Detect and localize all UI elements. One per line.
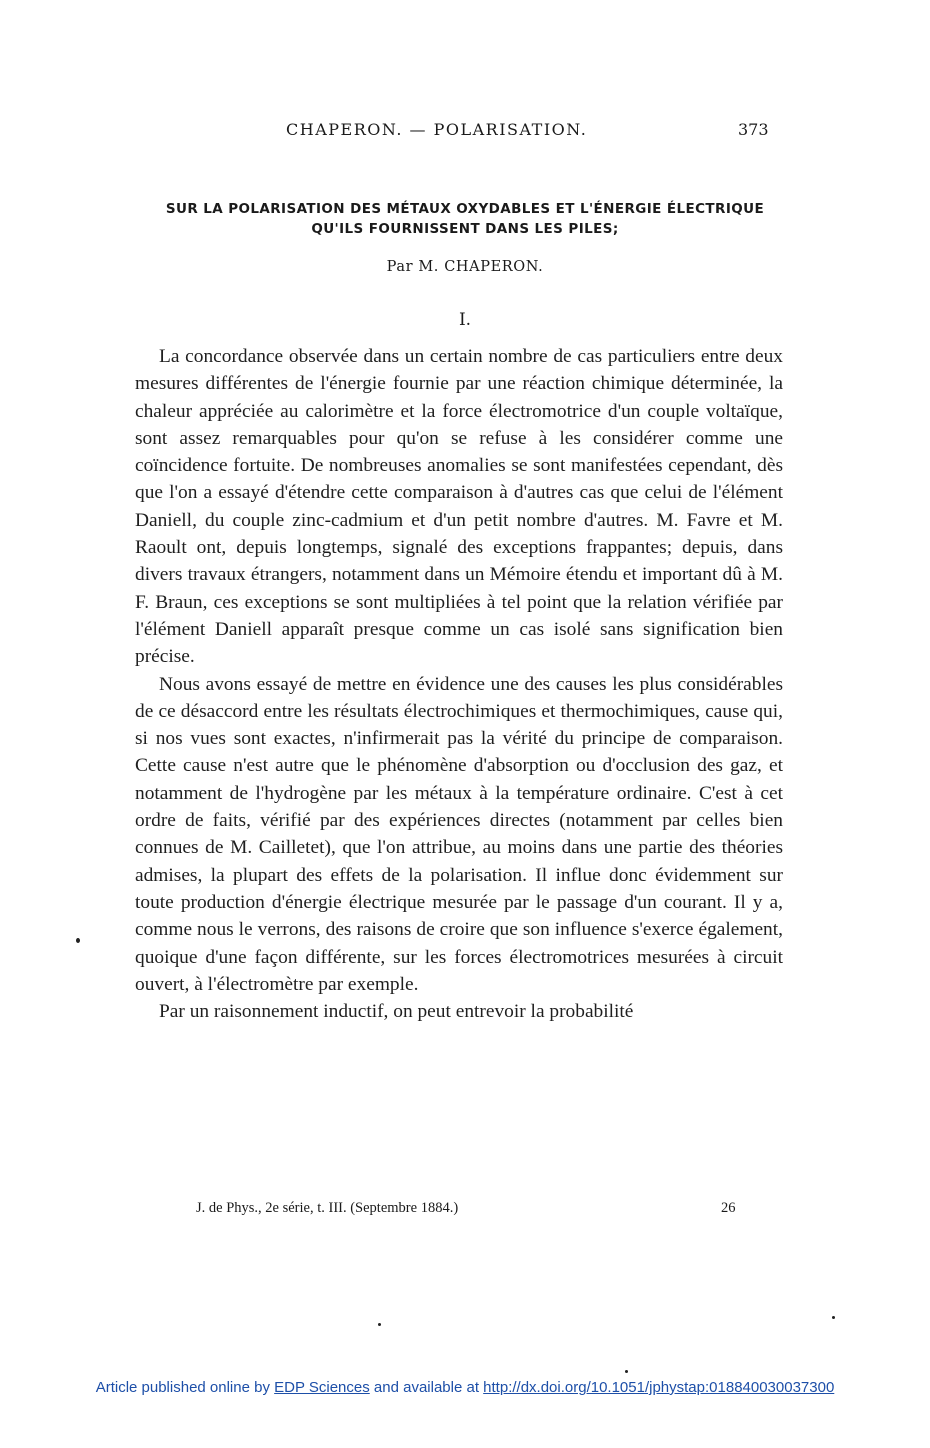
article-body — [135, 343, 783, 1025]
paragraph-1: La concordance observée dans un certain nombre de cas particuliers entre deux mesures différentes de l'énergie fournie par une réaction chimique déterminée, la chaleur appréciée au calorimètre et la force électromotrice d'un couple voltaïque, sont assez remarquables pour qu'on se refuse à les considérer comme une coïncidence fortuite. De nombreuses anomalies se sont manifestées cependant, dès que l'on a essayé d'étendre cette comparaison à d'autres cas que celui de l'élément Daniell, du couple zinc-cadmium et d'un petit nombre d'autres. M. Favre et M. Raoult ont, depuis longtemps, signalé des exceptions frappantes; depuis, dans divers travaux étrangers, notamment dans un Mémoire étendu et important dû à M. F. Braun, ces exceptions se sont multipliées à tel point que la relation vérifiée par l'élément Daniell apparaît presque comme un cas isolé sans signification bien précise. — [135, 346, 783, 668]
section-number: I. — [458, 310, 472, 330]
banner-prefix: Article published online by — [95, 1379, 275, 1396]
article-title-line-1: SUR LA POLARISATION DES MÉTAUX OXYDABLES ET L'ÉNERGIE ÉLECTRIQUE — [165, 201, 765, 217]
scan-speck — [76, 938, 80, 943]
paragraph-3: Par un raisonnement inductif, on peut entrevoir la probabilité — [159, 1001, 634, 1023]
journal-reference: J. de Phys., 2e série, t. III. (Septembre 1884.) — [196, 1200, 459, 1216]
author-byline: Par M. CHAPERON. — [386, 259, 544, 275]
doi-link[interactable]: http://dx.doi.org/10.1051/jphystap:018840030037300 — [483, 1379, 835, 1396]
page-number: 373 — [738, 120, 769, 139]
publisher-banner — [0, 1379, 930, 1396]
running-header — [0, 120, 930, 146]
running-title: CHAPERON. — POLARISATION. — [286, 120, 588, 139]
banner-middle: and available at — [369, 1379, 484, 1396]
scan-speck — [832, 1316, 835, 1319]
sheet-number: 26 — [721, 1200, 736, 1216]
page-footer — [0, 1200, 930, 1224]
scan-speck — [625, 1370, 628, 1373]
publisher-link[interactable]: EDP Sciences — [274, 1379, 370, 1396]
paragraph-2: Nous avons essayé de mettre en évidence une des causes les plus considérables de ce désaccord entre les résultats électrochimiques et thermochimiques, cause qui, si nos vues sont exactes, n'infirmerait pas la vérité du principe de comparaison. Cette cause n'est autre que le phénomène d'absorption ou d'occlusion des gaz, et notamment de l'hydrogène par les métaux à la température ordinaire. C'est à cet ordre de faits, vérifié par des expériences directes (notamment par celles bien connues de M. Cailletet), que l'on attribue, au moins dans une partie des théories admises, la plupart des effets de la polarisation. Il influe donc évidemment sur toute production d'énergie électrique mesurée par le passage d'un courant. Il y a, comme nous le verrons, des raisons de croire que son influence s'exerce également, quoique d'une façon différente, sur les forces électromotrices mesurées à circuit ouvert, à l'électromètre par exemple. — [135, 673, 783, 995]
article-title — [110, 199, 820, 239]
scan-speck — [378, 1323, 381, 1326]
article-title-line-2: QU'ILS FOURNISSENT DANS LES PILES; — [311, 221, 619, 237]
